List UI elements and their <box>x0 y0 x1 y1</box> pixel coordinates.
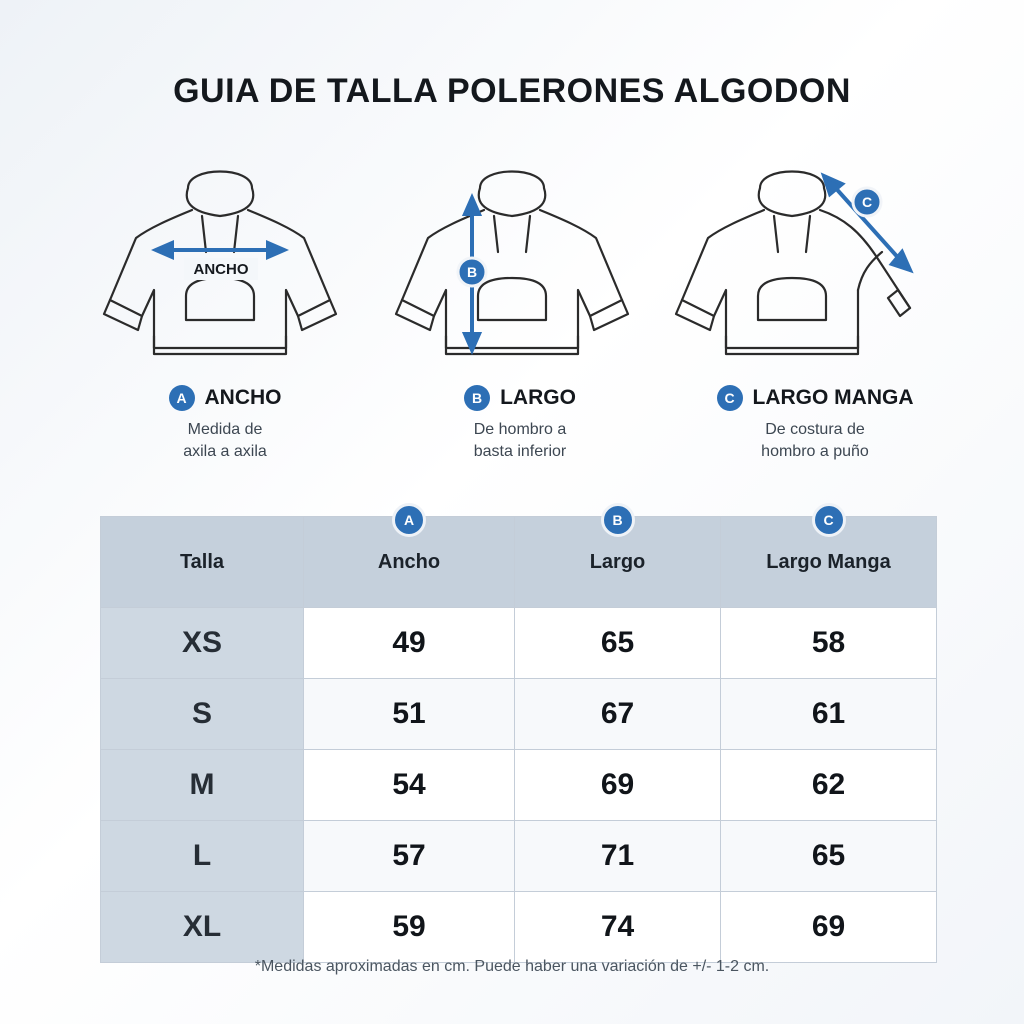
legend-desc-largo-manga <box>670 419 960 462</box>
table-row <box>101 608 937 679</box>
badge-b-icon: B <box>464 385 490 411</box>
table-row <box>101 821 937 892</box>
cell-largo: 67 <box>515 679 721 750</box>
badge-b-illustration-label: B <box>466 264 478 280</box>
hoodie-manga-illustration <box>664 140 944 380</box>
cell-manga: 62 <box>721 750 937 821</box>
cell-manga: 58 <box>721 608 937 679</box>
legend-item-largo <box>375 385 665 462</box>
illustration-row <box>80 140 944 380</box>
size-table <box>100 512 937 963</box>
hoodie-largo-illustration <box>372 140 652 380</box>
cell-manga: 61 <box>721 679 937 750</box>
cell-ancho: 59 <box>304 892 515 963</box>
hoodie-manga-svg <box>664 140 944 380</box>
legend-desc-ancho-line2: axila a axila <box>183 442 267 460</box>
table-row <box>101 892 937 963</box>
table-row <box>101 679 937 750</box>
badge-c-icon: C <box>717 385 743 411</box>
header-talla <box>101 517 304 608</box>
header-badge-a-icon: A <box>392 503 426 537</box>
legend-head-largo-manga <box>670 385 960 411</box>
legend-desc-largo-line2: basta inferior <box>473 442 567 460</box>
cell-size: L <box>101 821 304 892</box>
legend-label-largo-manga: LARGO MANGA <box>752 386 914 409</box>
cell-manga: 69 <box>721 892 937 963</box>
legend-item-largo-manga <box>670 385 960 462</box>
legend-label-ancho: ANCHO <box>204 386 282 409</box>
header-largo <box>515 512 721 608</box>
cell-ancho: 54 <box>304 750 515 821</box>
cell-ancho: 57 <box>304 821 515 892</box>
header-largo-manga-label: Largo Manga <box>766 550 891 573</box>
cell-size: XS <box>101 608 304 679</box>
legend-row <box>80 385 960 462</box>
header-talla-label: Talla <box>179 550 225 573</box>
legend-head-largo <box>375 385 665 411</box>
header-ancho <box>304 512 515 608</box>
header-largo-manga <box>721 512 937 608</box>
legend-desc-largo <box>375 419 665 462</box>
hoodie-ancho-illustration <box>80 140 360 380</box>
page-title: GUIA DE TALLA POLERONES ALGODON <box>173 72 851 110</box>
header-largo-label: Largo <box>589 550 646 573</box>
ancho-arrow <box>156 243 284 257</box>
footnote: *Medidas aproximadas en cm. Puede haber una variación de +/- 1-2 cm. <box>254 958 770 975</box>
legend-head-ancho <box>80 385 370 411</box>
hoodie-largo-svg <box>372 140 652 380</box>
table-row <box>101 750 937 821</box>
badge-a-icon: A <box>169 385 195 411</box>
cell-size: S <box>101 679 304 750</box>
legend-label-largo: LARGO <box>500 386 576 409</box>
cell-largo: 65 <box>515 608 721 679</box>
cell-manga: 65 <box>721 821 937 892</box>
hoodie-ancho-svg <box>80 140 360 380</box>
table-header-row <box>101 517 937 608</box>
header-badge-c-icon: C <box>812 503 846 537</box>
legend-desc-ancho <box>80 419 370 462</box>
legend-desc-manga-line2: hombro a puño <box>761 442 869 460</box>
cell-size: M <box>101 750 304 821</box>
header-badge-b-icon: B <box>601 503 635 537</box>
legend-item-ancho <box>80 385 370 462</box>
size-table-wrapper <box>100 512 924 963</box>
cell-size: XL <box>101 892 304 963</box>
cell-largo: 74 <box>515 892 721 963</box>
cell-largo: 69 <box>515 750 721 821</box>
legend-desc-manga-line1: De costura de <box>765 421 865 438</box>
cell-ancho: 51 <box>304 679 515 750</box>
cell-ancho: 49 <box>304 608 515 679</box>
header-ancho-label: Ancho <box>377 550 441 573</box>
legend-desc-ancho-line1: Medida de <box>187 421 263 438</box>
size-table-head <box>101 512 937 608</box>
ancho-label: ANCHO <box>193 261 249 278</box>
legend-desc-largo-line1: De hombro a <box>473 421 567 438</box>
cell-largo: 71 <box>515 821 721 892</box>
badge-c-illustration-label: C <box>861 194 873 210</box>
size-table-body <box>101 608 937 963</box>
